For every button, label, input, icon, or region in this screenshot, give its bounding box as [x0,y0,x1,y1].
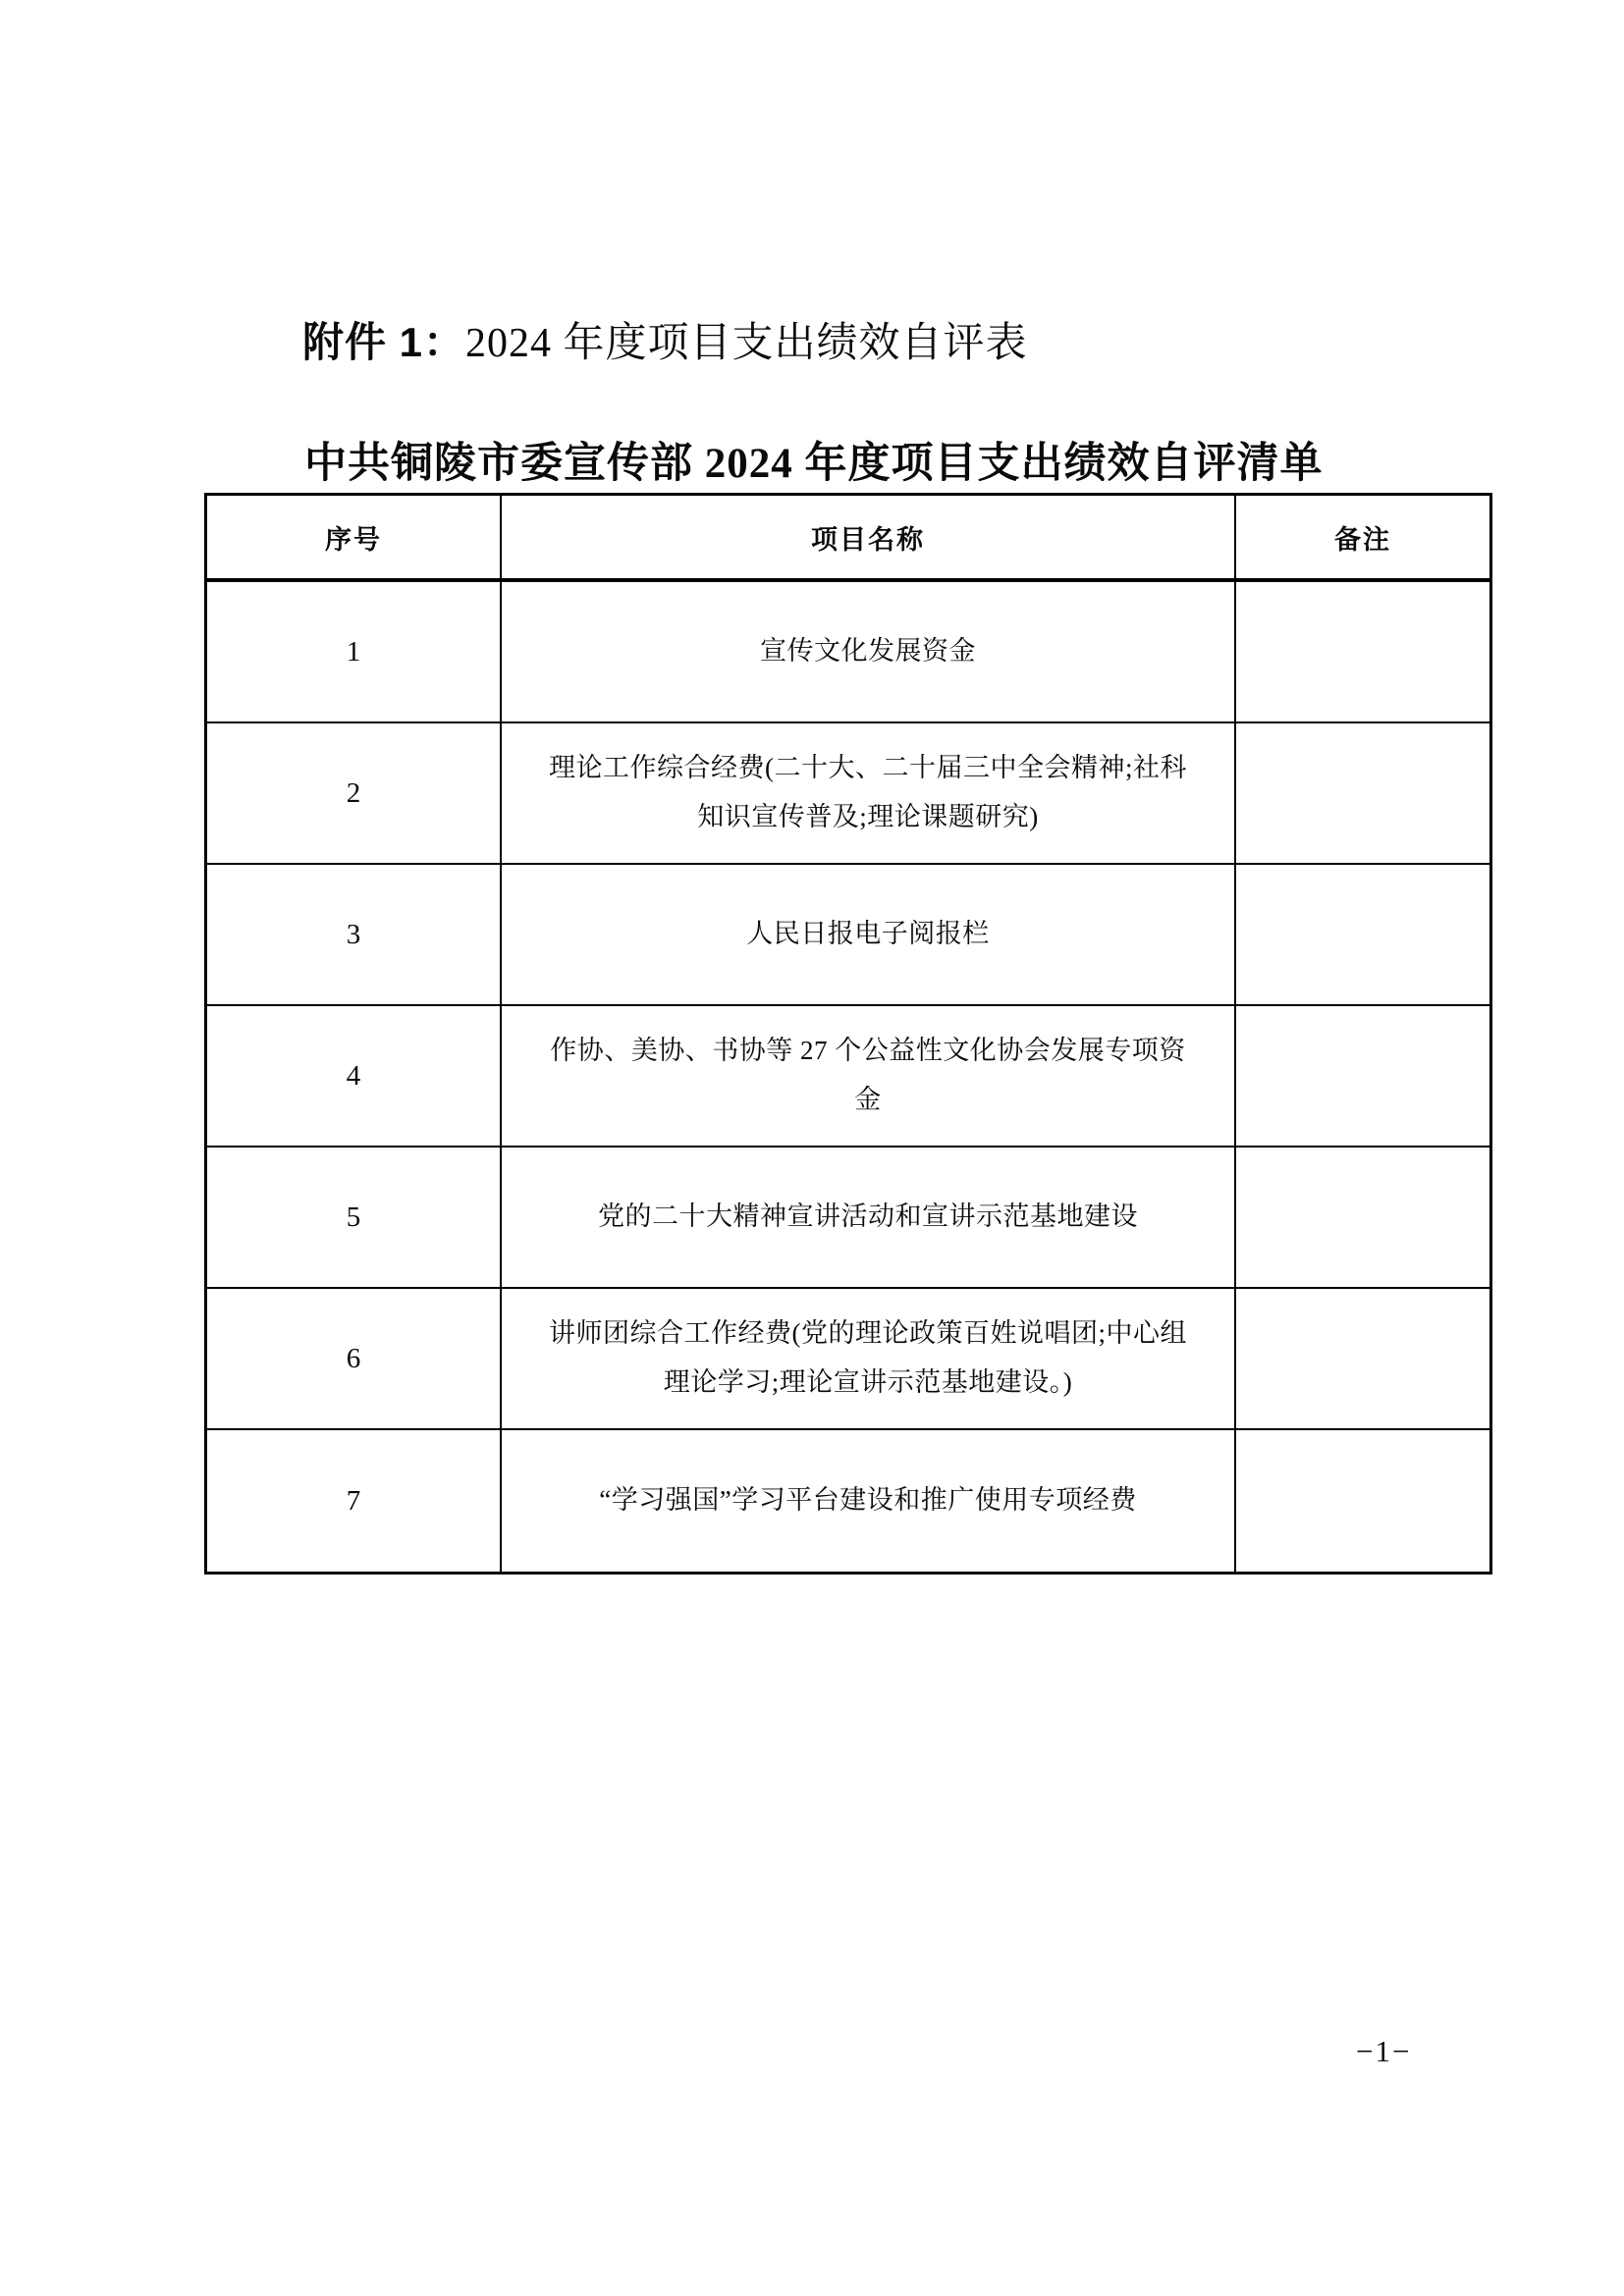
remarks-cell [1236,865,1489,1004]
project-name-cell: 理论工作综合经费(二十大、二十届三中全会精神;社科知识宣传普及;理论课题研究) [502,723,1236,863]
project-name-cell: 宣传文化发展资金 [502,582,1236,721]
remarks-cell [1236,1289,1489,1428]
attachment-title-text: 2024 年度项目支出绩效自评表 [465,321,1028,366]
project-name-cell: 人民日报电子阅报栏 [502,865,1236,1004]
project-list-table [204,493,1492,1575]
seq-cell: 3 [207,865,502,1004]
seq-cell: 2 [207,723,502,863]
remarks-cell [1236,1006,1489,1146]
header-cell-remarks: 备注 [1334,524,1391,555]
table-header-row [207,496,1489,582]
seq-cell: 5 [207,1148,502,1287]
project-name-cell: 作协、美协、书协等 27 个公益性文化协会发展专项资金 [502,1006,1236,1146]
table-row [207,1006,1489,1148]
project-name-cell: 党的二十大精神宣讲活动和宣讲示范基地建设 [502,1148,1236,1287]
list-title: 中共铜陵市委宣传部 2024 年度项目支出绩效自评清单 [304,441,1324,487]
seq-cell: 6 [207,1289,502,1428]
table-row [207,1430,1489,1572]
attachment-title [302,310,1028,369]
remarks-cell [1236,1148,1489,1287]
header-cell-seq: 序号 [207,496,502,578]
attachment-title-prefix: 附件 1： [302,319,466,365]
seq-cell: 1 [207,582,502,721]
header-cell-project-name: 项目名称 [502,496,1236,578]
project-name-cell: 讲师团综合工作经费(党的理论政策百姓说唱团;中心组理论学习;理论宣讲示范基地建设。) [502,1289,1236,1428]
table-row [207,1289,1489,1430]
seq-cell: 4 [207,1006,502,1146]
table-row [207,865,1489,1006]
project-name-cell: “学习强国”学习平台建设和推广使用专项经费 [502,1430,1236,1572]
table-row [207,723,1489,865]
seq-cell: 7 [207,1430,502,1572]
remarks-cell [1236,723,1489,863]
table-row [207,1148,1489,1289]
table-row [207,582,1489,723]
remarks-cell [1236,582,1489,721]
page-number: −1− [1356,2034,1412,2068]
remarks-cell [1236,1430,1489,1572]
